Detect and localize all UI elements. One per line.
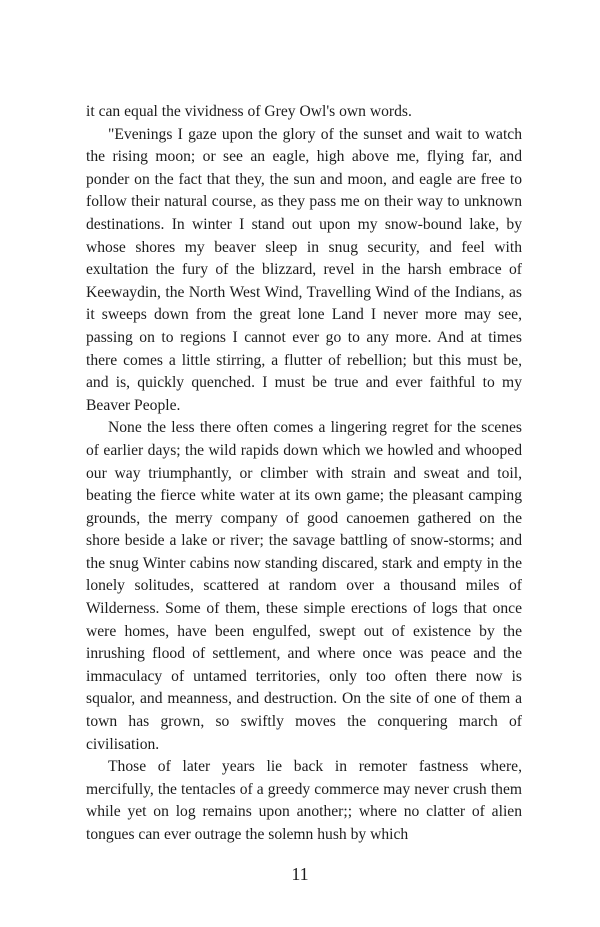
paragraph-evenings: "Evenings I gaze upon the glory of the sunset and wait to watch the rising moon; or see an eagle, high above me, flying far, and ponder on the fact that they, the sun and moon, and eagle are free to follow their natural course, as they pass me on their way to unknown destinations. In winter I stand out upon my snow-bound lake, by whose shores my beaver sleep in snug security, and feel with exultation the fury of the blizzard, revel in the harsh embrace of Keewaydin, the North West Wind, Travelling Wind of the Indians, as it sweeps down from the great lone Land I never more may see, passing on to regions I cannot ever go to any more. And at times there comes a little stirring, a flutter of rebellion; but this must be, and is, quickly quenched. I must be true and ever faithful to my Beaver People. (86, 125, 522, 414)
page-number: 11 (291, 864, 309, 884)
paragraph-later-years: Those of later years lie back in remoter fastness where, mercifully, the tentacles of a greedy commerce may never crush them while yet on log remains upon another;; where no clatter of alien tongues can ever outrage the solemn hush by which (86, 758, 522, 843)
paragraph-regret: None the less there often comes a lingering regret for the scenes of earlier days; the wild rapids down which we howled and whooped our way triumphantly, or climber with strain and sweat and toil, beating the fierce white water at its own game; the pleasant camping grounds, the merry company of good canoemen gathered on the shore beside a lake or river; the savage battling of snow-storms; and the snug Winter cabins now standing discared, stark and empty in the lonely solitudes, scattered at random over a thousand miles of Wilderness. Some of them, these simple erections of logs that once were homes, have been engulfed, swept out of existence by the inrushing flood of settlement, and where once was peace and the immaculacy of untamed territories, only too often there now is squalor, and meanness, and destruction. On the site of one of them a town has grown, so swiftly moves the conquering march of civilisation. (86, 419, 522, 753)
page-body (86, 101, 522, 847)
paragraph-continuation: it can equal the vividness of Grey Owl's own words. (86, 103, 412, 120)
